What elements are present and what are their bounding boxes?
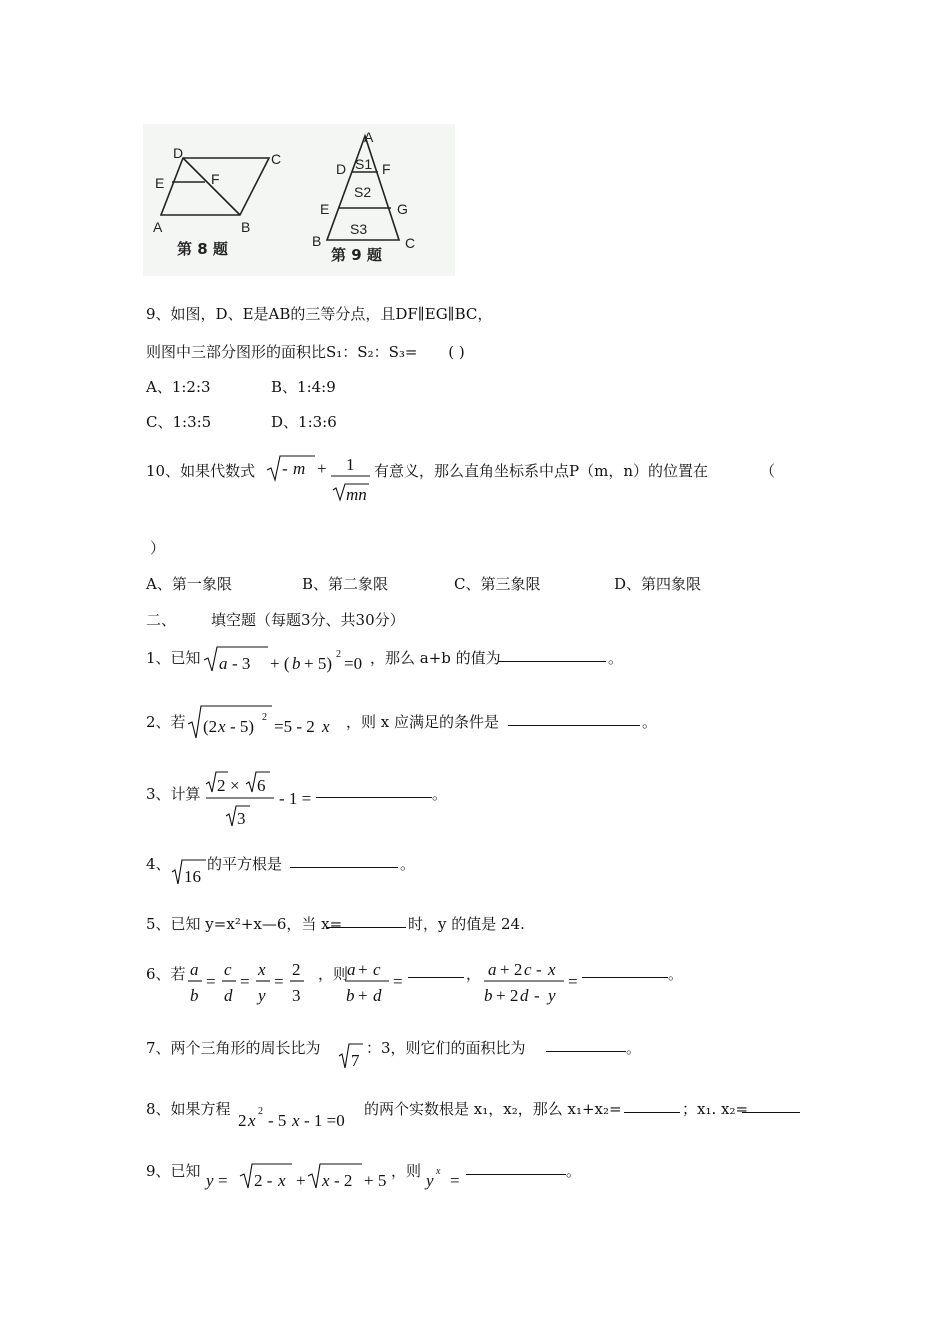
fill5-answer-blank[interactable] <box>326 913 406 928</box>
svg-text:=: = <box>274 972 284 991</box>
fig8-label-e: E <box>155 175 165 191</box>
svg-text:2 -: 2 - <box>254 1171 273 1190</box>
svg-text:-: - <box>534 986 540 1005</box>
fill8-mid: ；x₁. x₂= <box>682 1100 749 1118</box>
figure-diagrams <box>143 124 455 276</box>
figure-image <box>143 124 455 276</box>
svg-text:- 3: - 3 <box>232 654 251 673</box>
fill9-end: 。 <box>566 1162 582 1180</box>
fill2-prefix: 2、若 <box>146 713 186 731</box>
fill6-answer-blank-2[interactable] <box>582 963 668 978</box>
svg-text:=: = <box>206 972 216 991</box>
fill8-answer-blank-1[interactable] <box>624 1098 680 1113</box>
fill7-prefix: 7、两个三角形的周长比为 <box>146 1039 321 1057</box>
svg-text:c: c <box>373 960 381 979</box>
svg-text:m: m <box>293 459 306 478</box>
svg-text:6: 6 <box>257 776 266 795</box>
fill3-prefix: 3、计算 <box>146 785 201 803</box>
svg-text:x: x <box>248 1111 256 1130</box>
svg-text:d: d <box>373 986 382 1005</box>
fig8-label-d: D <box>173 145 184 161</box>
svg-text:7: 7 <box>351 1051 360 1070</box>
svg-text:2: 2 <box>258 1106 263 1117</box>
svg-text:2: 2 <box>217 776 226 795</box>
fill9-formula <box>204 1160 390 1198</box>
fill9-power <box>424 1162 468 1196</box>
svg-text:2: 2 <box>336 649 341 660</box>
svg-text:y: y <box>258 986 266 1005</box>
fill7-suffix: ：3，则它们的面积比为 <box>366 1039 526 1057</box>
svg-text:+: + <box>317 459 327 478</box>
q10-option-d: D、第四象限 <box>614 575 702 593</box>
svg-text:+: + <box>296 1171 306 1190</box>
fig9-caption: 第 9 题 <box>331 246 382 264</box>
fig8-label-a: A <box>153 219 163 235</box>
svg-text:c: c <box>224 960 232 979</box>
fig9-label-s1: S1 <box>355 156 373 172</box>
svg-text:3: 3 <box>237 809 246 828</box>
q10-paren-open: （ <box>760 462 776 480</box>
svg-text:a: a <box>347 960 356 979</box>
svg-text:y: y <box>206 1171 214 1190</box>
svg-text:3: 3 <box>292 986 301 1005</box>
svg-text:+ 2: + 2 <box>500 960 523 979</box>
q10-formula <box>265 452 373 504</box>
fig8-label-f: F <box>211 171 220 187</box>
svg-text:x: x <box>322 1171 330 1190</box>
fig9-label-s3: S3 <box>350 221 368 237</box>
fill5-suffix: 时，y 的值是 24. <box>408 915 525 933</box>
svg-text:b: b <box>484 986 493 1005</box>
svg-text:mn: mn <box>346 485 367 504</box>
svg-text:b: b <box>190 986 199 1005</box>
fig9-label-d: D <box>336 161 347 177</box>
svg-text:- 5): - 5) <box>230 717 255 736</box>
fill2-suffix: ，则 x 应满足的条件是 <box>346 713 499 731</box>
q10-expression <box>265 452 373 508</box>
svg-text:x: x <box>436 1166 441 1177</box>
svg-text:y: y <box>426 1171 434 1190</box>
svg-text:1: 1 <box>346 455 355 474</box>
svg-text:d: d <box>224 986 233 1005</box>
fill2-end: 。 <box>642 713 658 731</box>
svg-text:- 2: - 2 <box>334 1171 353 1190</box>
fig9-label-g: G <box>397 201 408 217</box>
svg-text:=: = <box>240 972 250 991</box>
fig9-label-a: A <box>364 129 374 145</box>
svg-text:a: a <box>219 654 228 673</box>
section2-number: 二、 <box>146 611 177 629</box>
q10-paren-close: ） <box>150 539 166 557</box>
fill7-end: 。 <box>626 1039 642 1057</box>
q9-option-a: A、1:2:3 <box>146 378 211 396</box>
svg-text:d: d <box>520 986 529 1005</box>
fig9-label-e: E <box>320 201 330 217</box>
q9-option-d: D、1:3:6 <box>271 413 337 431</box>
svg-text:=: = <box>450 1171 460 1190</box>
section2-title: 填空题（每题3分、共30分） <box>211 611 405 629</box>
fill4-formula <box>170 856 208 892</box>
svg-text:=: = <box>393 972 403 991</box>
fill9-answer-blank[interactable] <box>466 1160 566 1175</box>
svg-text:b: b <box>292 654 301 673</box>
fill3-end: 。 <box>432 785 448 803</box>
fig9-label-b: B <box>312 233 322 249</box>
fill2-answer-blank[interactable] <box>508 711 640 726</box>
svg-text:=5 - 2: =5 - 2 <box>274 717 315 736</box>
svg-text:x: x <box>322 717 330 736</box>
q9-paren: ( ) <box>448 343 465 361</box>
q9-line1: 9、如图，D、E是AB的三等分点，且DF∥EG∥BC， <box>146 305 493 323</box>
svg-text:+: + <box>358 960 368 979</box>
fill6-end: 。 <box>668 965 684 983</box>
fill2-formula <box>186 702 348 746</box>
fig9-label-s2: S2 <box>354 184 372 200</box>
svg-text:=: = <box>568 972 578 991</box>
svg-text:2: 2 <box>292 960 301 979</box>
fill1-prefix: 1、已知 <box>146 649 201 667</box>
q9-option-b: B、1:4:9 <box>271 378 336 396</box>
fill8-formula <box>236 1102 360 1136</box>
svg-text:y: y <box>548 986 556 1005</box>
svg-text:2: 2 <box>262 712 267 723</box>
fill3-formula <box>204 770 320 834</box>
svg-text:- 1 =: - 1 = <box>279 789 312 808</box>
svg-text:-: - <box>536 960 542 979</box>
svg-text:×: × <box>230 776 240 795</box>
svg-text:16: 16 <box>184 867 201 886</box>
svg-text:+ 5): + 5) <box>304 654 332 673</box>
fig9-label-f: F <box>382 161 391 177</box>
fig8-label-b: B <box>241 219 251 235</box>
q10-option-a: A、第一象限 <box>146 575 232 593</box>
fill8-suffix: 的两个实数根是 x₁，x₂，那么 x₁+x₂= <box>364 1100 622 1118</box>
q10-option-c: C、第三象限 <box>454 575 541 593</box>
fig8-caption: 第 8 题 <box>177 240 228 258</box>
fill3-answer-blank[interactable] <box>316 783 432 798</box>
svg-text:x: x <box>258 960 266 979</box>
q10-suffix: 有意义，那么直角坐标系中点P（m，n）的位置在 <box>374 462 708 480</box>
q10-prefix: 10、如果代数式 <box>146 462 256 480</box>
fig8-label-c: C <box>271 151 282 167</box>
fill8-answer-blank-2[interactable] <box>742 1098 800 1113</box>
fill9-mid: ，则 <box>391 1162 422 1180</box>
svg-text:a: a <box>190 960 199 979</box>
svg-text:x: x <box>278 1171 286 1190</box>
fill6-comma: ， <box>466 965 482 983</box>
svg-text:x: x <box>292 1111 300 1130</box>
svg-text:=: = <box>218 1171 228 1190</box>
svg-text:x: x <box>548 960 556 979</box>
fill4-prefix: 4、 <box>146 855 171 873</box>
fill4-end: 。 <box>400 855 416 873</box>
svg-text:b: b <box>346 986 355 1005</box>
q10-option-b: B、第二象限 <box>302 575 389 593</box>
fill6-prefix: 6、若 <box>146 965 186 983</box>
svg-text:a: a <box>488 960 497 979</box>
fill5-text: 5、已知 y=x²+x—6，当 x= <box>146 915 343 933</box>
q9-line2 <box>146 341 465 362</box>
q9-option-c: C、1:3:5 <box>146 413 212 431</box>
svg-text:- 5: - 5 <box>268 1111 287 1130</box>
fill4-suffix: 的平方根是 <box>207 855 283 873</box>
fill4-answer-blank[interactable] <box>290 853 398 868</box>
q9-line2-text: 则图中三部分图形的面积比S₁：S₂：S₃= <box>146 343 418 361</box>
svg-text:+ 5: + 5 <box>364 1171 387 1190</box>
fill6-mid: ，则 <box>318 965 349 983</box>
svg-text:+ 2: + 2 <box>496 986 519 1005</box>
svg-text:+: + <box>358 986 368 1005</box>
fill7-answer-blank[interactable] <box>546 1037 626 1052</box>
svg-text:x: x <box>218 717 226 736</box>
svg-text:- 1 =0: - 1 =0 <box>304 1111 345 1130</box>
svg-text:(2: (2 <box>203 717 218 736</box>
fill6-fraction2 <box>482 957 586 1011</box>
fill1-answer-blank[interactable] <box>498 647 606 662</box>
fill9-prefix: 9、已知 <box>146 1162 201 1180</box>
fill7-formula <box>337 1040 367 1076</box>
fill1-formula <box>202 643 370 681</box>
fill1-suffix: ，那么 a+b 的值为 <box>370 649 501 667</box>
svg-text:=0: =0 <box>344 654 363 673</box>
fill8-prefix: 8、如果方程 <box>146 1100 231 1118</box>
fill6-answer-blank-1[interactable] <box>408 963 464 978</box>
svg-text:+ (: + ( <box>270 654 290 673</box>
svg-text:-: - <box>282 459 288 478</box>
fill1-end: 。 <box>608 649 624 667</box>
svg-text:c: c <box>524 960 532 979</box>
fill6-ratios-formula <box>184 957 316 1011</box>
fill6-fraction1 <box>343 957 409 1011</box>
fig9-label-c: C <box>405 235 416 251</box>
svg-text:2: 2 <box>238 1111 247 1130</box>
